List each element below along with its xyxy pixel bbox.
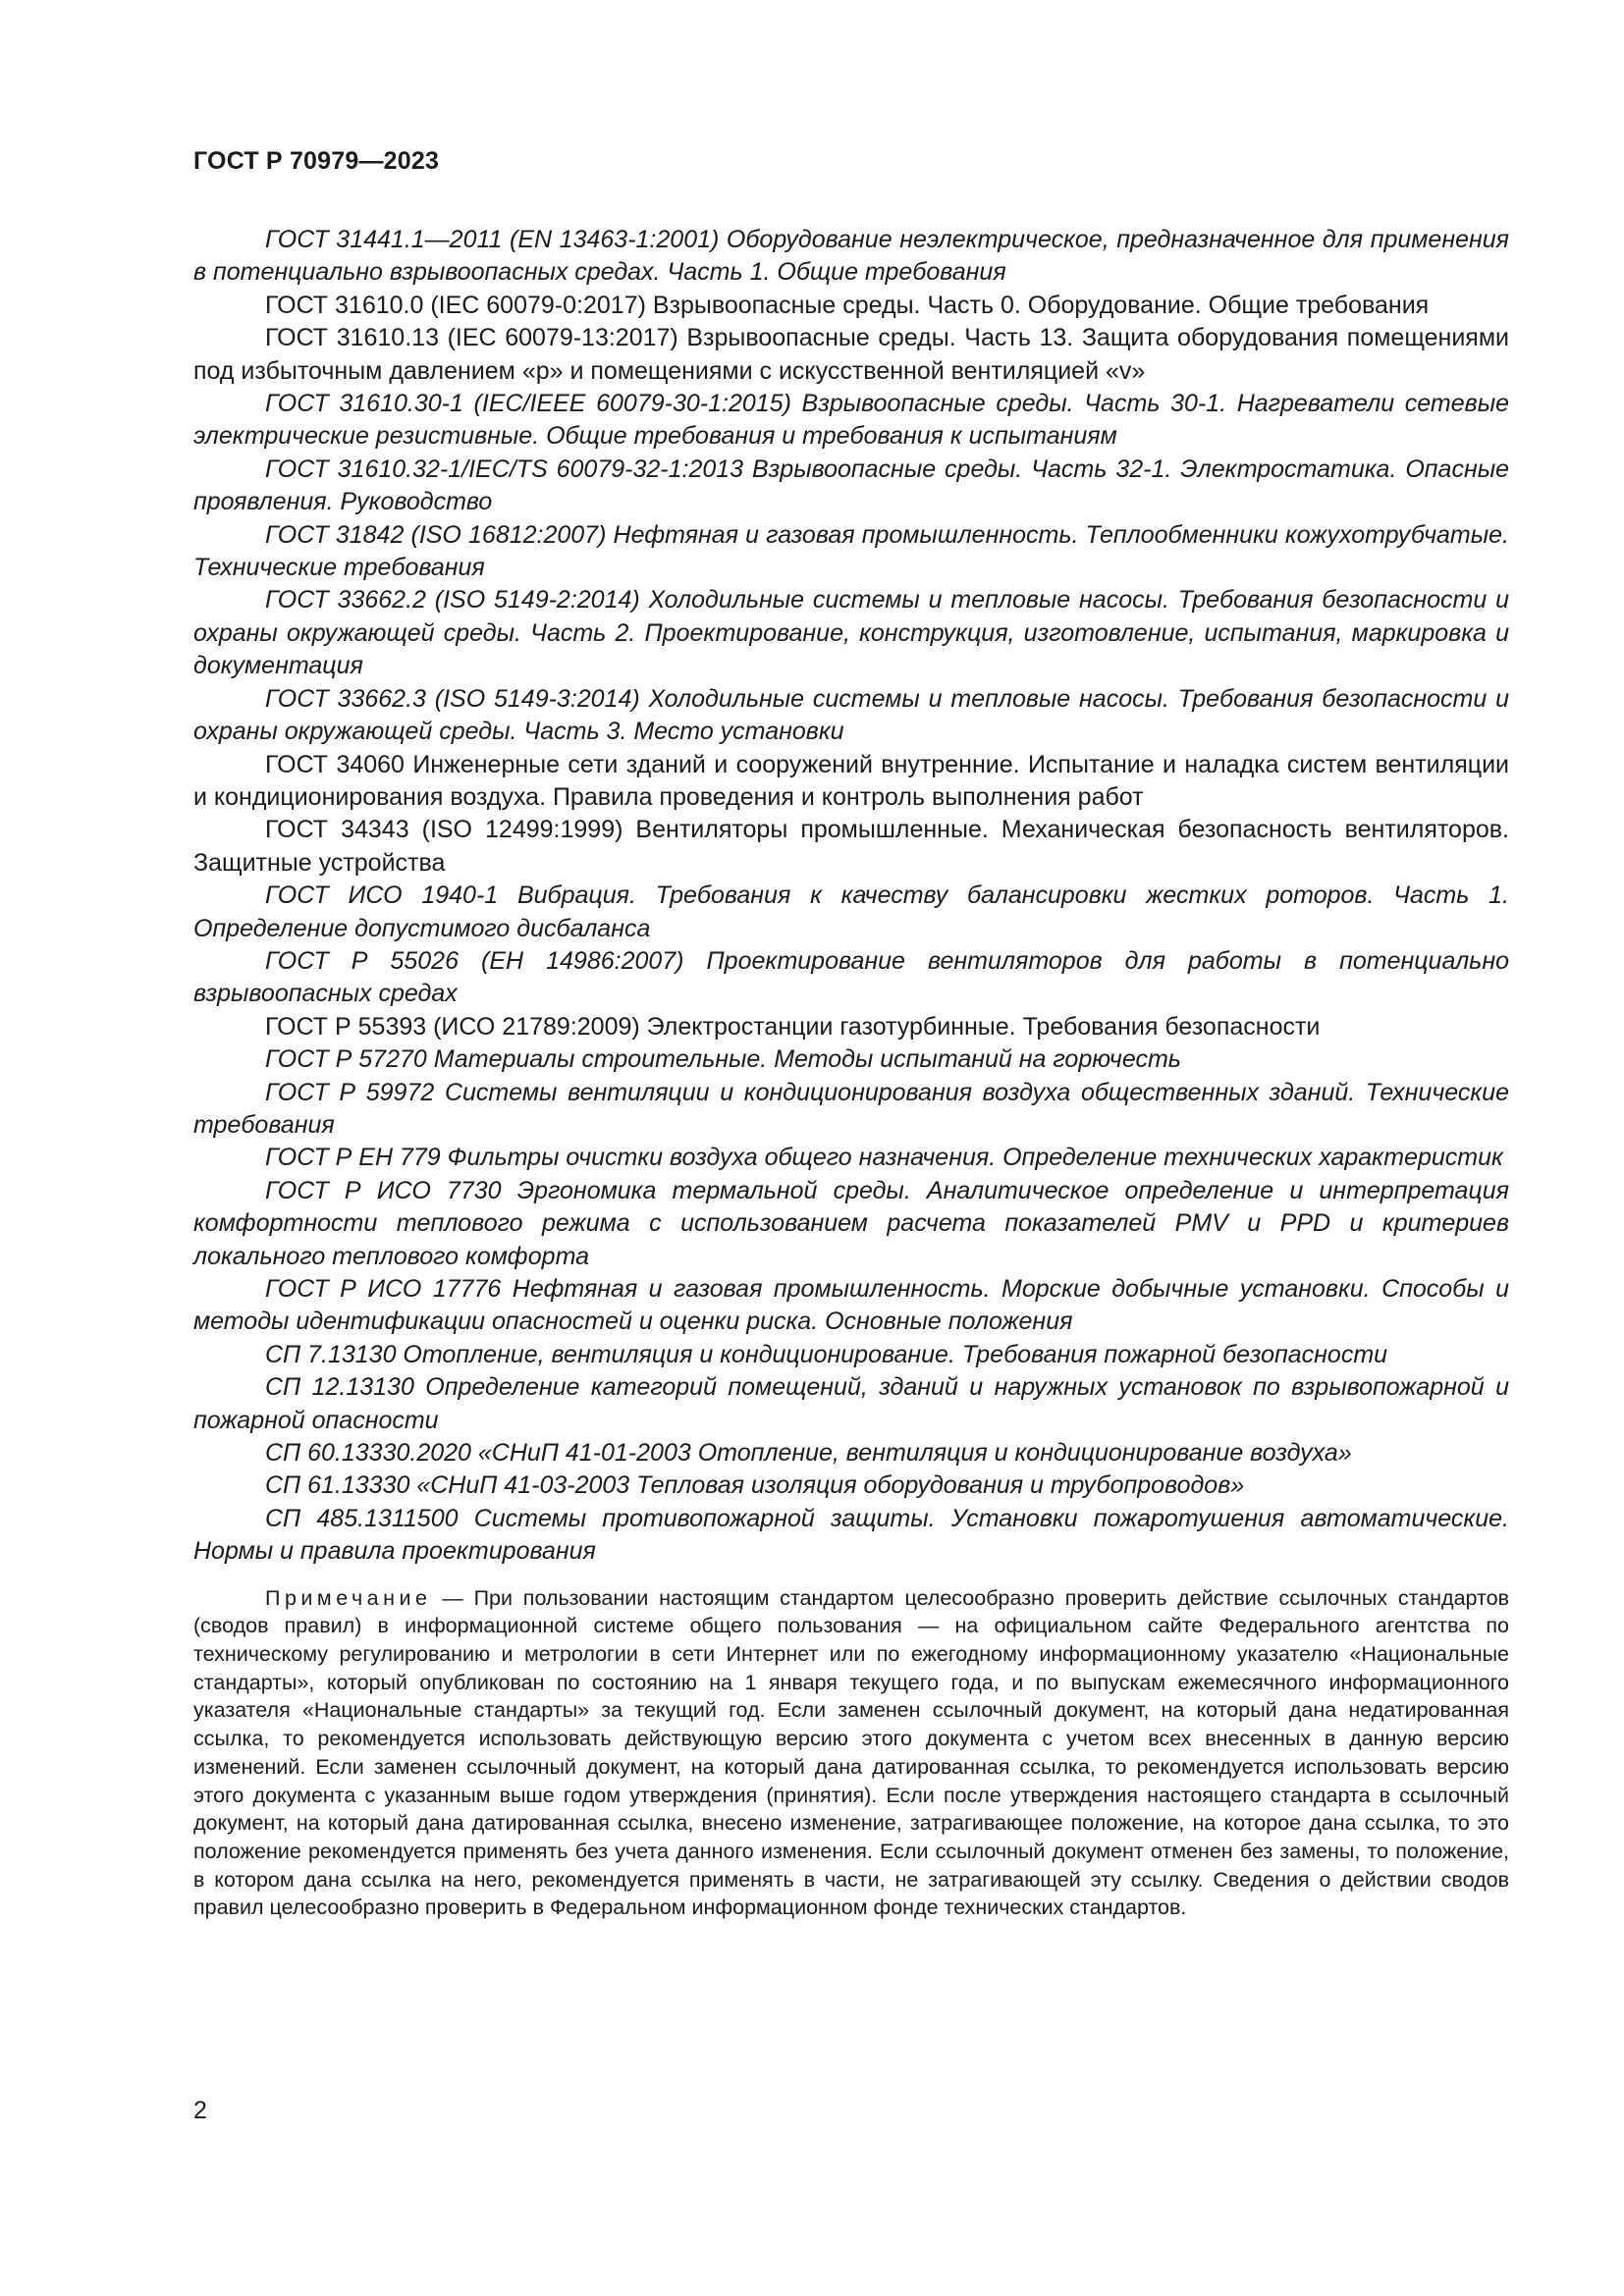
reference-item: ГОСТ 31610.30-1 (IEC/IEEE 60079-30-1:2015) Взрывоопасные среды. Часть 30-1. Нагреватели сетевые электрические резистивные. Общие требования и требования к испытаниям [193,390,1509,451]
reference-item: ГОСТ Р ИСО 17776 Нефтяная и газовая промышленность. Морские добычные установки. Способы и методы идентификации опасностей и оценки риска. Основные положения [193,1275,1509,1336]
reference-item: ГОСТ 31610.32-1/IEC/TS 60079-32-1:2013 Взрывоопасные среды. Часть 32-1. Электростатика. Опасные проявления. Руководство [193,454,1509,516]
reference-item: СП 60.13330.2020 «СНиП 41-01-2003 Отопление, вентиляция и кондиционирование воздуха» [265,1439,1352,1468]
reference-item: ГОСТ 31441.1—2011 (EN 13463-1:2001) Оборудование неэлектрическое, предназначенное для применения в потенциально взрывоопасных средах. Часть 1. Общие требования [193,226,1509,287]
reference-item: ГОСТ Р 57270 Материалы строительные. Методы испытаний на горючесть [265,1045,1181,1074]
reference-item: СП 485.1311500 Системы противопожарной защиты. Установки пожаротушения автоматические. Нормы и правила проектирования [193,1504,1509,1566]
reference-item: ГОСТ 31610.0 (IEC 60079-0:2017) Взрывоопасные среды. Часть 0. Оборудование. Общие требования [265,291,1430,319]
reference-item: ГОСТ 33662.2 (ISO 5149-2:2014) Холодильные системы и тепловые насосы. Требования безопасности и охраны окружающей среды. Часть 2. Проектирование, конструкция, изготовление, испытания, маркировка и документация [193,586,1509,680]
reference-item: ГОСТ 34343 (ISO 12499:1999) Вентиляторы промышленные. Механическая безопасность вентиляторов. Защитные устройства [193,816,1509,877]
reference-item: ГОСТ Р 55026 (ЕН 14986:2007) Проектирование вентиляторов для работы в потенциально взрывоопасных средах [193,946,1509,1008]
reference-item: СП 12.13130 Определение категорий помещений, зданий и наружных установок по взрывопожарной и пожарной опасности [193,1373,1509,1434]
normative-references-section [193,224,1509,1922]
reference-item: ГОСТ Р ЕН 779 Фильтры очистки воздуха общего назначения. Определение технических характеристик [265,1144,1503,1172]
reference-item: СП 7.13130 Отопление, вентиляция и кондиционирование. Требования пожарной безопасности [265,1340,1388,1368]
reference-item: ГОСТ Р 59972 Системы вентиляции и кондиционирования воздуха общественных зданий. Технические требования [193,1078,1509,1139]
reference-item: ГОСТ 31842 (ISO 16812:2007) Нефтяная и газовая промышленность. Теплообменники кожухотрубчатые. Технические требования [193,520,1509,582]
reference-item: ГОСТ 31610.13 (IEC 60079-13:2017) Взрывоопасные среды. Часть 13. Защита оборудования помещениями под избыточным давлением «р» и помещениями с искусственной вентиляцией «v» [193,324,1509,385]
note-label: Примечание [265,1585,432,1610]
document-code-header: ГОСТ Р 70979—2023 [193,147,440,175]
note-text: — При пользовании настоящим стандартом целесообразно проверить действие ссылочных стандартов (сводов правил) в информационной системе общего пользования — на официальном сайте Федерального агентства по техническому регулированию и метрологии в сети Интернет или по ежегодному информационному указателю «Национальные стандарты», который опубликован по состоянию на 1 января текущего года, и по выпускам ежемесячного информационного указателя «Национальные стандарты» за текущий год. Если заменен ссылочный документ, на который дана недатированная ссылка, то рекомендуется использовать действующую версию этого документа с учетом всех внесенных в данную версию изменений. Если заменен ссылочный документ, на который дана датированная ссылка, то рекомендуется использовать версию этого документа с указанным выше годом утверждения (принятия). Если после утверждения настоящего стандарта в ссылочный документ, на который дана датированная ссылка, внесено изменение, затрагивающее положение, на которое дана ссылка, то это положение рекомендуется применять без учета данного изменения. Если ссылочный документ отменен без замены, то положение, в котором дана ссылка на него, рекомендуется применять в части, не затрагивающей эту ссылку. Сведения о действии сводов правил целесообразно проверить в Федеральном информационном фонде технических стандартов. [193,1585,1509,1920]
reference-item: ГОСТ 34060 Инженерные сети зданий и сооружений внутренние. Испытание и наладка систем вентиляции и кондиционирования воздуха. Правила проведения и контроль выполнения работ [193,750,1509,811]
reference-item: ГОСТ ИСО 1940-1 Вибрация. Требования к качеству балансировки жестких роторов. Часть 1. Определение допустимого дисбаланса [193,881,1509,942]
note-paragraph [193,1584,1509,1922]
reference-item: СП 61.13330 «СНиП 41-03-2003 Тепловая изоляция оборудования и трубопроводов» [265,1471,1245,1500]
reference-item: ГОСТ 33662.3 (ISO 5149-3:2014) Холодильные системы и тепловые насосы. Требования безопасности и охраны окружающей среды. Часть 3. Место установки [193,684,1509,746]
references-list [193,224,1509,1569]
reference-item: ГОСТ Р 55393 (ИСО 21789:2009) Электростанции газотурбинные. Требования безопасности [265,1012,1321,1041]
page-number: 2 [193,2097,207,2124]
reference-item: ГОСТ Р ИСО 7730 Эргономика термальной среды. Аналитическое определение и интерпретация комфортности теплового режима с использованием расчета показателей PMV и PPD и критериев локального теплового комфорта [193,1176,1509,1270]
